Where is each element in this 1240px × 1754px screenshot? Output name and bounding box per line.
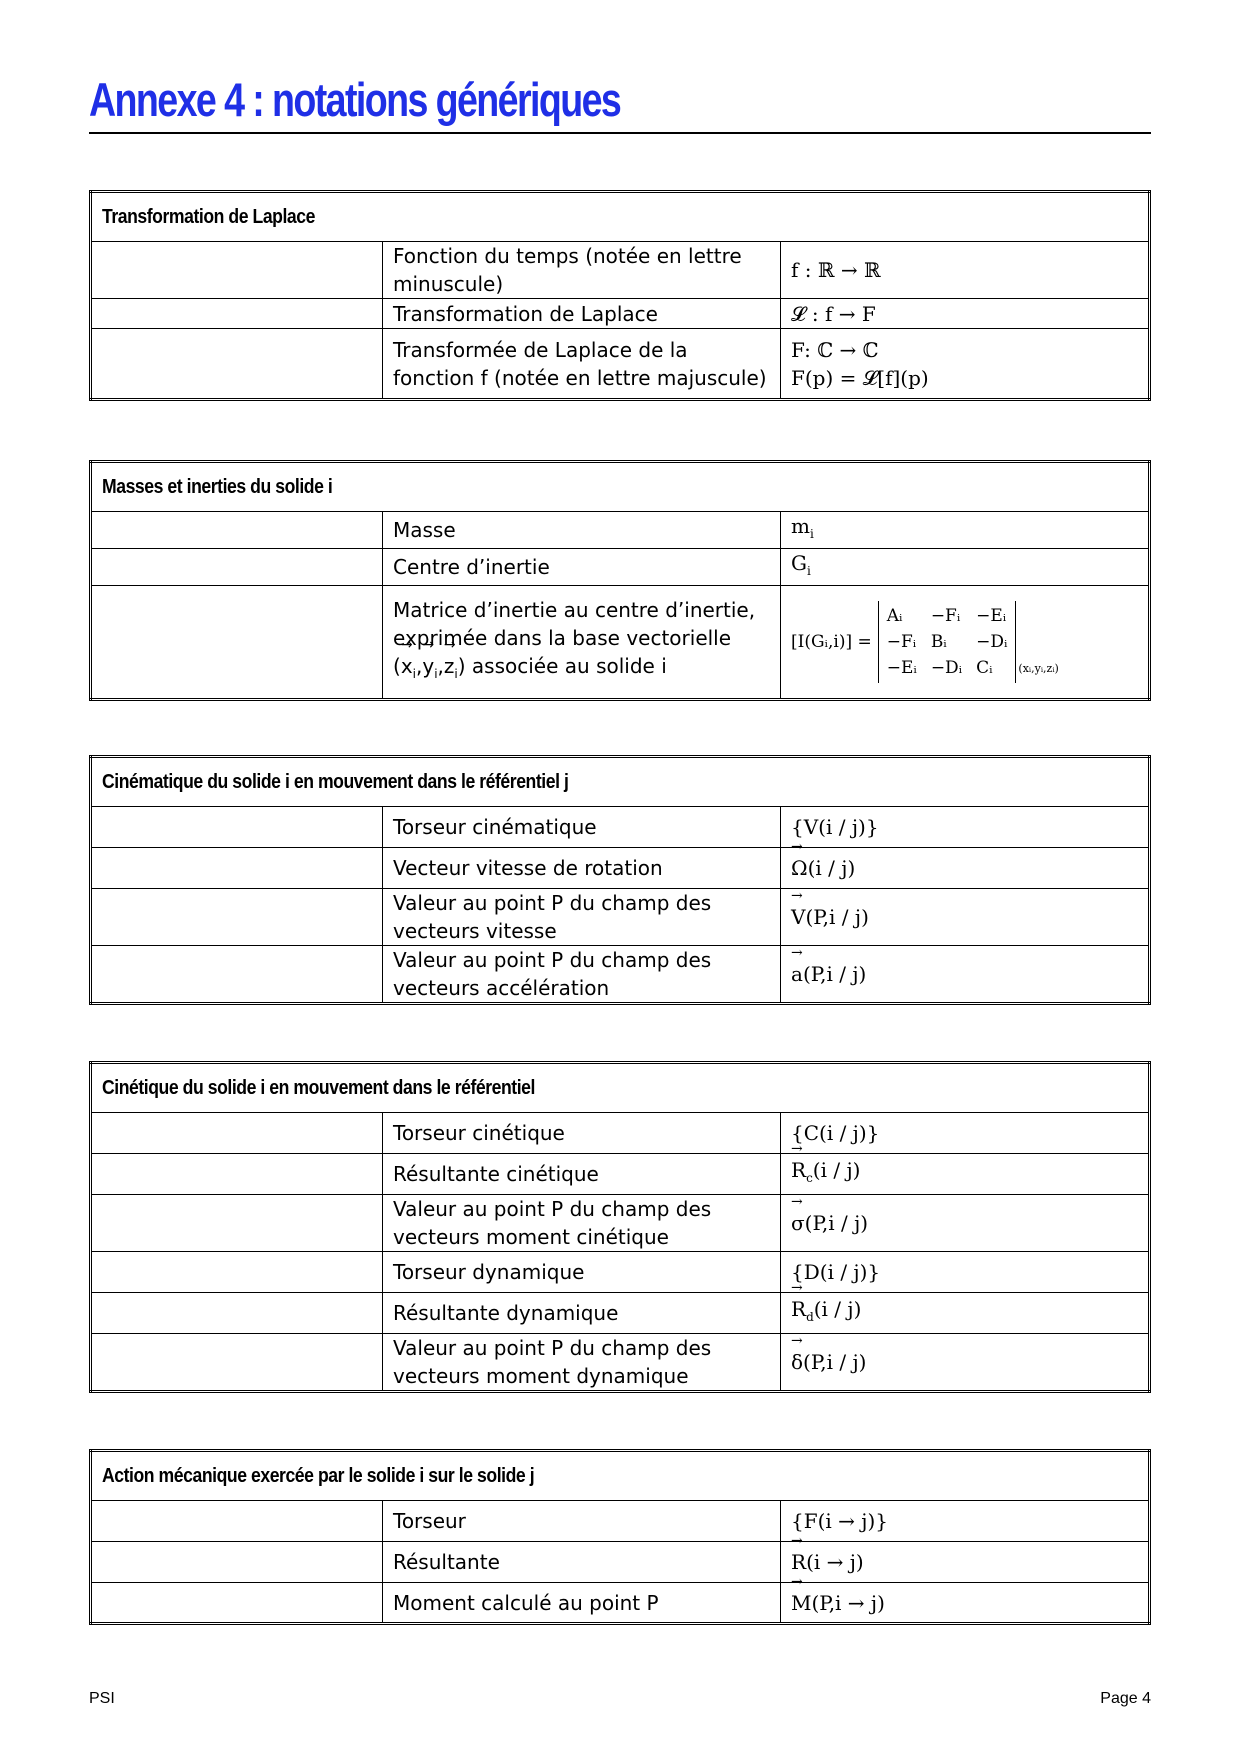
table-row (91, 549, 1150, 586)
table-row (91, 807, 1150, 848)
row-description: Matrice d’inertie au centre d’inertie, exprimée dans la base vectorielle (393, 598, 756, 650)
row-notation: [I(Gᵢ,i)] = (791, 632, 872, 652)
footer-page-number: Page 4 (1100, 1690, 1151, 1707)
row-notation: G (791, 551, 807, 575)
row-notation-args: (i → j) (806, 1550, 864, 1574)
row-description: Valeur au point P du champ des vecteurs moment dynamique (383, 1334, 781, 1392)
matrix-cell: −Fᵢ (930, 606, 961, 626)
table-row (91, 1195, 1150, 1252)
table-row (91, 512, 1150, 549)
row-notation-sub: i (809, 527, 814, 541)
row-description: Torseur cinétique (383, 1113, 781, 1154)
matrix-base: (xᵢ,yᵢ,zᵢ) (1018, 662, 1059, 675)
section-heading: Masses et inerties du solide i (102, 476, 333, 498)
row-description: Résultante cinétique (383, 1154, 781, 1195)
row-notation: → σ (791, 1209, 805, 1237)
matrix-grid (878, 601, 1017, 683)
row-notation-args: (P,i / j) (803, 1350, 867, 1374)
title-underline (89, 132, 1151, 134)
row-notation-2: F(p) = 𝓛[f](p) (791, 365, 929, 390)
row-description: Valeur au point P du champ des vecteurs vitesse (383, 889, 781, 946)
row-description: Moment calculé au point P (383, 1583, 781, 1624)
table-row (91, 1334, 1150, 1392)
row-notation-args: (i / j) (807, 856, 856, 880)
row-description-suffix: associée au solide i (471, 654, 667, 678)
footer-left: PSI (89, 1690, 115, 1707)
row-notation: → Ω (791, 854, 808, 882)
row-notation: → M (791, 1589, 811, 1617)
table-laplace (89, 190, 1151, 401)
matrix-cell: −Eᵢ (886, 658, 917, 678)
table-row (91, 1293, 1150, 1334)
row-notation-args: (P,i / j) (805, 905, 869, 929)
table-row (91, 1252, 1150, 1293)
matrix-cell: Bᵢ (930, 632, 947, 652)
row-notation: → V (791, 903, 805, 931)
row-description: Transformation de Laplace (383, 299, 781, 329)
table-row (91, 1583, 1150, 1624)
row-notation: → δ (791, 1348, 803, 1376)
table-row (91, 299, 1150, 329)
row-notation-sub: i (806, 564, 811, 578)
table-masses (89, 460, 1151, 701)
table-row (91, 329, 1150, 400)
row-notation: {F(i → j)} (781, 1501, 1150, 1542)
row-description: Transformée de Laplace de la fonction f (notée en lettre majuscule) (383, 329, 781, 400)
matrix-cell: Aᵢ (886, 606, 903, 626)
section-heading: Cinétique du solide i en mouvement dans le référentiel (102, 1077, 535, 1099)
row-notation-args: (P,i → j) (811, 1590, 885, 1615)
page-title: Annexe 4 : notations génériques (89, 73, 621, 126)
row-notation: f : ℝ → ℝ (781, 242, 1150, 299)
table-row (91, 1542, 1150, 1583)
row-description: Valeur au point P du champ des vecteurs moment cinétique (383, 1195, 781, 1252)
row-notation: → R (791, 1548, 806, 1576)
row-notation: {V(i / j)} (781, 807, 1150, 848)
row-notation-sub: d (806, 1310, 814, 1324)
inertia-matrix (791, 601, 1059, 683)
table-action-mecanique (89, 1449, 1151, 1625)
row-notation: {D(i / j)} (781, 1252, 1150, 1293)
row-notation: m (791, 514, 810, 538)
row-notation-args: (P,i / j) (802, 962, 867, 986)
matrix-cell: −Dᵢ (930, 658, 963, 678)
row-notation: → a (791, 960, 803, 988)
row-description: Valeur au point P du champ des vecteurs accélération (383, 946, 781, 1004)
row-description: Torseur cinématique (383, 807, 781, 848)
row-notation: → R (791, 1295, 806, 1323)
matrix-cell: −Dᵢ (976, 632, 1008, 652)
base-vectors: (→ $x_i,\to y_i,\to z_i$) (393, 654, 466, 678)
row-description: Torseur (383, 1501, 781, 1542)
row-description: Torseur dynamique (383, 1252, 781, 1293)
row-description: Centre d’inertie (383, 549, 781, 586)
section-heading: Transformation de Laplace (102, 206, 315, 228)
row-notation-sub: c (806, 1171, 813, 1185)
table-row (91, 1501, 1150, 1542)
row-description: Masse (383, 512, 781, 549)
table-row (91, 586, 1150, 700)
row-notation-args: (i / j) (812, 1158, 861, 1182)
matrix-cell: Cᵢ (976, 658, 993, 678)
row-notation: 𝓛 : f → F (781, 299, 1150, 329)
table-row (91, 242, 1150, 299)
row-description: Vecteur vitesse de rotation (383, 848, 781, 889)
row-description: Résultante dynamique (383, 1293, 781, 1334)
matrix-cell: −Eᵢ (976, 606, 1007, 626)
table-cinetique (89, 1061, 1151, 1393)
matrix-cell: −Fᵢ (886, 632, 917, 652)
row-notation-args: (P,i / j) (804, 1211, 869, 1235)
row-notation: {C(i / j)} (781, 1113, 1150, 1154)
table-row (91, 1113, 1150, 1154)
row-notation-args: (i / j) (813, 1297, 862, 1321)
table-row (91, 946, 1150, 1004)
table-row (91, 1154, 1150, 1195)
table-cinematique (89, 755, 1151, 1005)
table-row (91, 889, 1150, 946)
row-notation: F: ℂ → ℂ (791, 337, 879, 362)
row-notation: → R (791, 1156, 806, 1184)
table-row (91, 848, 1150, 889)
row-description: Fonction du temps (notée en lettre minuscule) (383, 242, 781, 299)
row-description: Résultante (383, 1542, 781, 1583)
section-heading: Cinématique du solide i en mouvement dans le référentiel j (102, 771, 569, 793)
section-heading: Action mécanique exercée par le solide i sur le solide j (102, 1465, 535, 1487)
